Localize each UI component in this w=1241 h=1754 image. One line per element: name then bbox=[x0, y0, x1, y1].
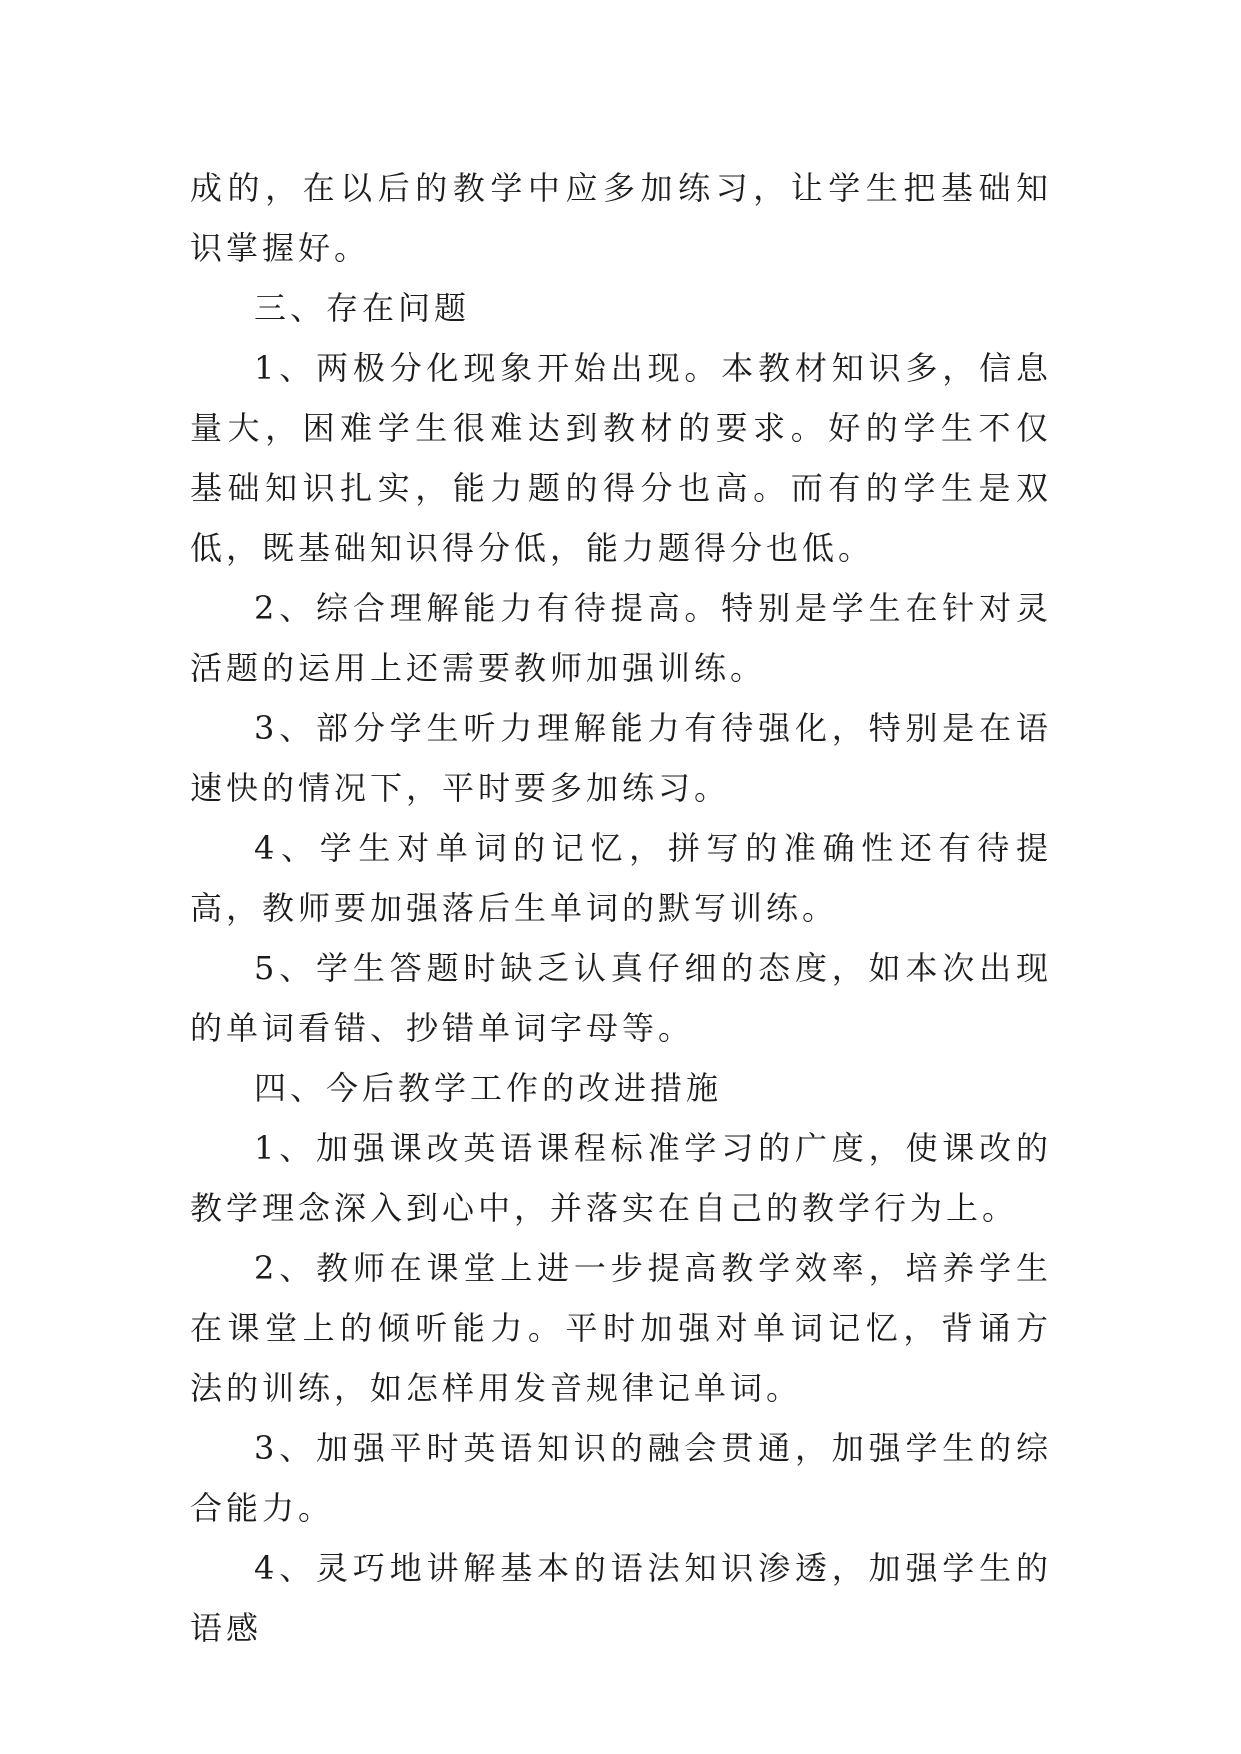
problem-item-2: 2、综合理解能力有待提高。特别是学生在针对灵活题的运用上还需要教师加强训练。 bbox=[190, 589, 1052, 687]
problem-item-5: 5、学生答题时缺乏认真仔细的态度，如本次出现的单词看错、抄错单词字母等。 bbox=[190, 949, 1052, 1047]
improvement-item-1: 1、加强课改英语课程标准学习的广度，使课改的教学理念深入到心中，并落实在自己的教学行为上。 bbox=[190, 1129, 1052, 1227]
paragraph-continuation: 成的，在以后的教学中应多加练习，让学生把基础知识掌握好。 bbox=[190, 169, 1052, 267]
problem-item-3: 3、部分学生听力理解能力有待强化，特别是在语速快的情况下，平时要多加练习。 bbox=[190, 709, 1052, 807]
improvement-item-2: 2、教师在课堂上进一步提高教学效率，培养学生在课堂上的倾听能力。平时加强对单词记忆，背诵方法的训练，如怎样用发音规律记单词。 bbox=[190, 1249, 1052, 1407]
document-body bbox=[190, 158, 1052, 1658]
problem-item-1: 1、两极分化现象开始出现。本教材知识多，信息量大，困难学生很难达到教材的要求。好的学生不仅基础知识扎实，能力题的得分也高。而有的学生是双低，既基础知识得分低，能力题得分也低。 bbox=[190, 349, 1052, 567]
problem-item-4: 4、学生对单词的记忆，拼写的准确性还有待提高，教师要加强落后生单词的默写训练。 bbox=[190, 829, 1052, 927]
improvement-item-4: 4、灵巧地讲解基本的语法知识渗透，加强学生的语感 bbox=[190, 1549, 1052, 1647]
section-heading-improvements: 四、今后教学工作的改进措施 bbox=[254, 1069, 723, 1107]
section-heading-problems: 三、存在问题 bbox=[254, 289, 471, 327]
improvement-item-3: 3、加强平时英语知识的融会贯通，加强学生的综合能力。 bbox=[190, 1429, 1052, 1527]
